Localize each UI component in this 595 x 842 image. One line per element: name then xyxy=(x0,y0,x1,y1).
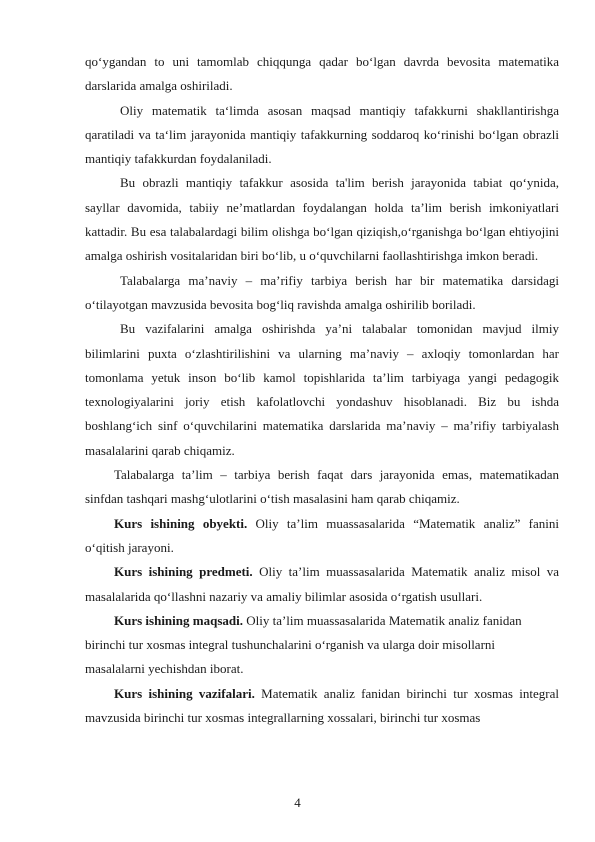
course-goal-text: Oliy ta’lim muassasalarida Matematik analiz fanidan birinchi tur xosmas integral tushunchalarini o‘rganish va ularga doir misollarni xyxy=(85,612,522,653)
page-number: 4 xyxy=(294,795,301,810)
section-course-subject xyxy=(85,560,559,609)
page-content xyxy=(85,50,559,730)
section-course-goal xyxy=(85,609,559,658)
course-object-label: Kurs ishining obyekti. xyxy=(114,515,248,531)
section-course-tasks xyxy=(85,682,559,731)
paragraph-spiritual-education: Talabalarga ma’naviy – ma’rifiy tarbiya berish har bir matematika darsidagi o‘tilayotgan mavzusida bevosita bog‘liq ravishda amalga oshirilib boriladi. xyxy=(85,272,559,312)
paragraph-logical-thinking: Oliy matematik ta‘limda asosan maqsad mantiqiy tafakkurni shakllantirishga qaratiladi va ta‘lim jarayonida mantiqiy tafakkurning soddaroq ko‘rinishi bo‘lgan obrazli mantiqiy tafakkurdan foydalaniladi. xyxy=(85,102,559,167)
course-object-text: Oliy ta’lim muassasalarida “Matematik analiz” fanini o‘qitish jarayoni. xyxy=(85,515,559,555)
course-goal-continuation: masalalarni yechishdan iborat. xyxy=(85,661,244,677)
paragraph-intro: qo‘ygandan to uni tamomlab chiqqunga qadar bo‘lgan davrda bevosita matematika darslarida amalga oshiriladi. xyxy=(85,54,559,94)
course-subject-label: Kurs ishining predmeti. xyxy=(114,564,253,580)
course-subject-text: Oliy ta’lim muassasalarida Matematik analiz misol va masalalarida qo‘llashni nazariy va amaliy bilimlar asosida o‘rgatish usullari. xyxy=(85,564,560,604)
course-tasks-label: Kurs ishining vazifalari. xyxy=(114,685,255,701)
paragraph-figurative-thinking: Bu obrazli mantiqiy tafakkur asosida ta'lim berish jarayonida tabiat qo‘ynida, sayllar davomida, tabiiy ne’matlardan foydalangan holda ta’lim berish imkoniyatlari kattadir. Bu esa talabalardagi bilim olishga bo‘lgan qiziqish,o‘rganishga bo‘lgan ehtiyojini amalga oshirish vositalaridan biri bo‘lib, u o‘quvchilarni faollashtirishga imkon beradi. xyxy=(85,175,559,264)
course-goal-label: Kurs ishining maqsadi. xyxy=(114,612,243,628)
section-course-object xyxy=(85,512,559,561)
paragraph-extracurricular: Talabalarga ta’lim – tarbiya berish faqat dars jarayonida emas, matematikadan sinfdan tashqari mashg‘ulotlarini o‘tish masalasini ham qarab chiqamiz. xyxy=(85,467,559,507)
paragraph-tasks-implementation: Bu vazifalarini amalga oshirishda ya’ni talabalar tomonidan mavjud ilmiy bilimlarini puxta o‘zlashtirilishini va ularning ma’naviy – axloqiy tomonlardan har tomonlama yetuk inson bo‘lib kamol topishlarida ta’lim tarbiyaga yangi pedagogik texnologiyalarini joriy etish kafolatlovchi yondashuv hisoblanadi. Biz bu ishda boshlang‘ich sinf o‘quvchilarini matematika darslarida ma’naviy – ma’rifiy tarbiyalash masalalarini qarab chiqamiz. xyxy=(85,321,559,458)
course-tasks-text: Matematik analiz fanidan birinchi tur xosmas integral mavzusida birinchi tur xosmas integrallarning xossalari, birinchi tur xosmas xyxy=(85,685,559,726)
